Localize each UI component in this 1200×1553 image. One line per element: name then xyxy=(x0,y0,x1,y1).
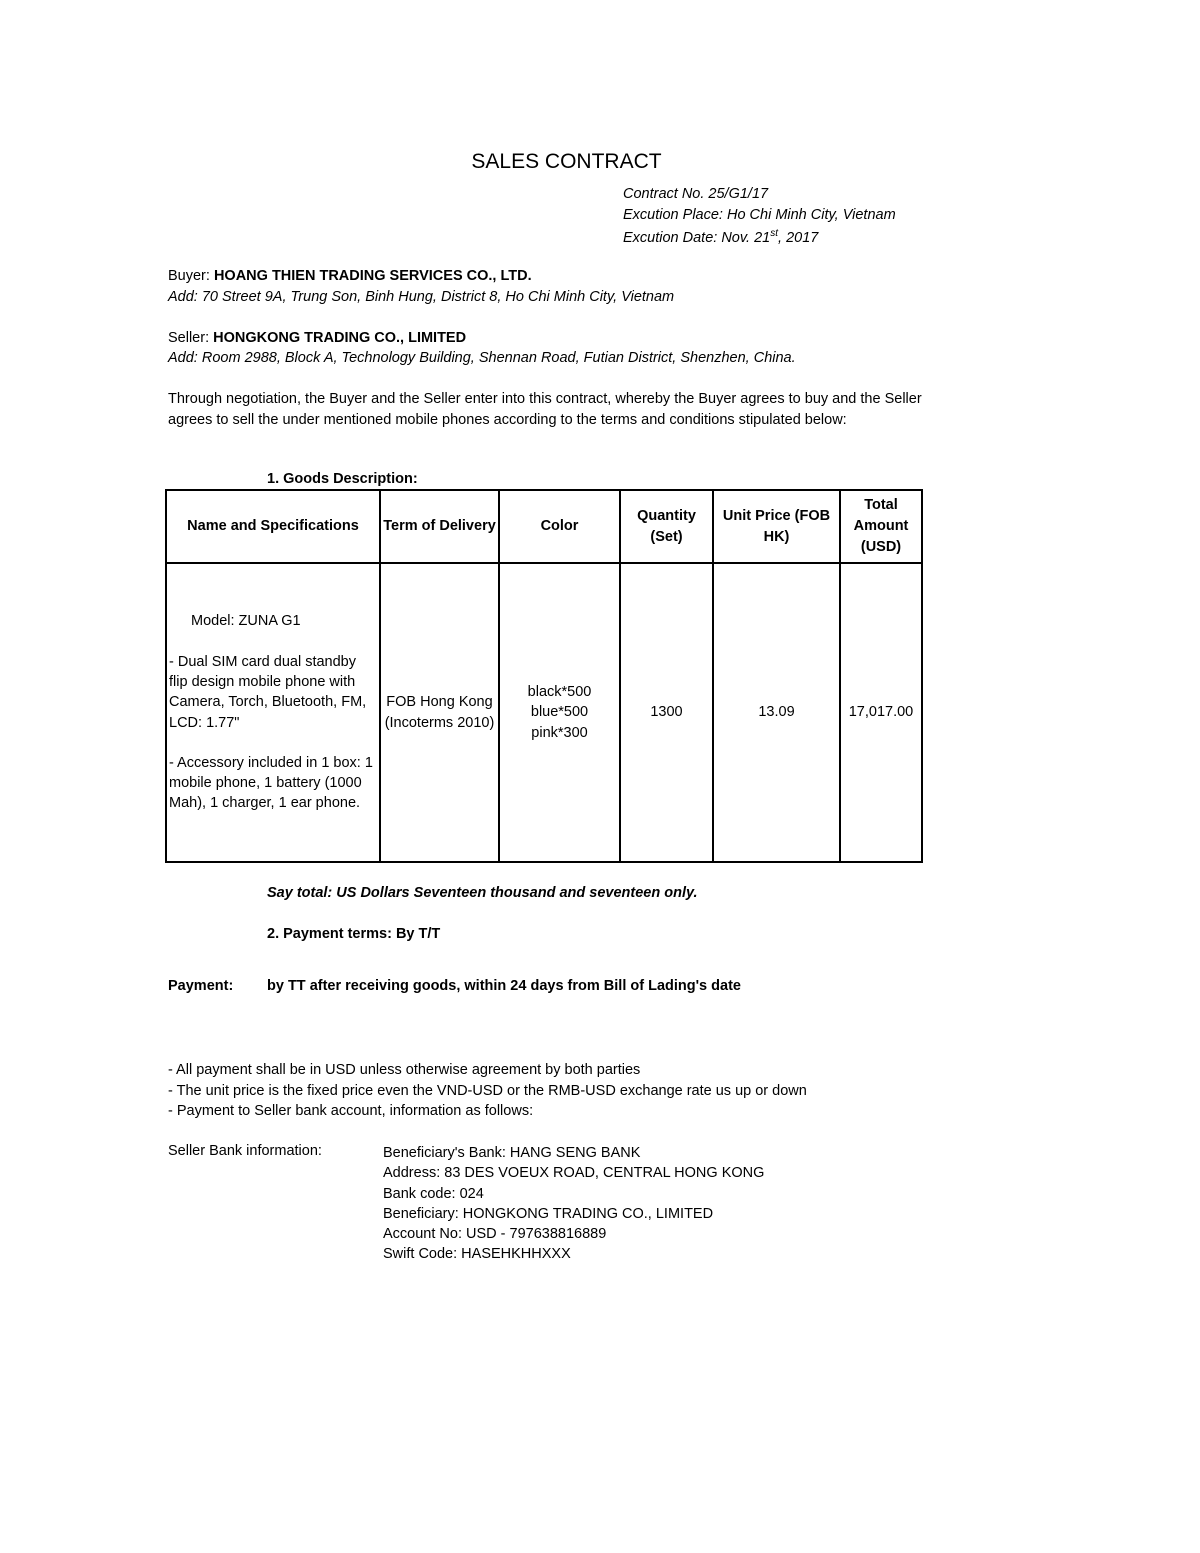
color-black: black*500 xyxy=(527,684,592,701)
payment-label: Payment: xyxy=(168,978,234,994)
header-name-specs: Name and Specifications xyxy=(166,490,380,563)
goods-table xyxy=(165,489,923,863)
list-item: - All payment shall be in USD unless otherwise agreement by both parties xyxy=(168,1062,641,1078)
contract-number: Contract No. 25/G1/17 xyxy=(623,186,769,202)
execution-place: Excution Place: Ho Chi Minh City, Vietnam xyxy=(623,207,896,223)
bank-beneficiary-bank: Beneficiary's Bank: HANG SENG BANK xyxy=(383,1145,641,1161)
seller-line xyxy=(168,330,466,346)
spec-accessories: - Accessory included in 1 box: 1 mobile phone, 1 battery (1000 Mah), 1 charger, 1 ear phone. xyxy=(169,754,373,812)
payment-terms-heading: 2. Payment terms: By T/T xyxy=(267,926,441,942)
execution-date-sup: st xyxy=(770,228,779,239)
cell-quantity: 1300 xyxy=(620,563,713,862)
header-term-delivery: Term of Delivery xyxy=(380,490,499,563)
header-total-amount: Total Amount (USD) xyxy=(840,490,922,563)
buyer-label: Buyer: xyxy=(168,268,214,284)
page-title: SALES CONTRACT xyxy=(471,150,662,173)
execution-date-suffix: , 2017 xyxy=(778,229,819,246)
cell-color xyxy=(499,563,620,862)
bank-info-label: Seller Bank information: xyxy=(168,1143,322,1159)
color-pink: pink*300 xyxy=(531,724,588,741)
bank-swift: Swift Code: HASEHKHHXXX xyxy=(383,1246,571,1263)
say-total: Say total: US Dollars Seventeen thousand and seventeen only. xyxy=(267,885,698,901)
buyer-name: HOANG THIEN TRADING SERVICES CO., LTD. xyxy=(213,268,532,284)
execution-date xyxy=(623,228,818,246)
seller-name: HONGKONG TRADING CO., LIMITED xyxy=(213,330,467,346)
list-item: - Payment to Seller bank account, information as follows: xyxy=(168,1103,534,1120)
seller-label: Seller: xyxy=(168,330,214,346)
buyer-line xyxy=(168,268,532,284)
buyer-address: Add: 70 Street 9A, Trung Son, Binh Hung, District 8, Ho Chi Minh City, Vietnam xyxy=(168,289,675,305)
bank-address: Address: 83 DES VOEUX ROAD, CENTRAL HONG KONG xyxy=(383,1165,765,1182)
cell-unit-price: 13.09 xyxy=(713,563,840,862)
spec-features: - Dual SIM card dual standby flip design mobile phone with Camera, Torch, Bluetooth, FM, LCD: 1.77" xyxy=(169,653,367,731)
payment-text: by TT after receiving goods, within 24 days from Bill of Lading's date xyxy=(267,978,741,994)
cell-total: 17,017.00 xyxy=(840,563,922,862)
goods-heading: 1. Goods Description: xyxy=(267,471,418,487)
bank-info-lines xyxy=(383,1143,764,1265)
table-header-row xyxy=(166,490,922,563)
bank-code: Bank code: 024 xyxy=(383,1185,484,1202)
header-quantity: Quantity (Set) xyxy=(620,490,713,563)
payment-notes xyxy=(168,1060,807,1122)
cell-specifications xyxy=(166,563,380,862)
color-blue: blue*500 xyxy=(530,704,589,721)
bank-beneficiary: Beneficiary: HONGKONG TRADING CO., LIMITED xyxy=(383,1205,714,1222)
header-color: Color xyxy=(499,490,620,563)
list-item: - The unit price is the fixed price even the VND-USD or the RMB-USD exchange rate us up or down xyxy=(168,1082,807,1099)
spec-model: Model: ZUNA G1 xyxy=(191,613,301,630)
table-row xyxy=(166,563,922,862)
intro-paragraph: Through negotiation, the Buyer and the Seller enter into this contract, whereby the Buyer agrees to buy and the Seller agrees to sell the under mentioned mobile phones according to the terms and conditions stipulated below: xyxy=(168,391,922,428)
cell-delivery: FOB Hong Kong (Incoterms 2010) xyxy=(380,563,499,862)
seller-address: Add: Room 2988, Block A, Technology Building, Shennan Road, Futian District, Shenzhen, China. xyxy=(168,350,796,366)
header-unit-price: Unit Price (FOB HK) xyxy=(713,490,840,563)
bank-account: Account No: USD - 797638816889 xyxy=(383,1226,607,1243)
execution-date-prefix: Excution Date: Nov. 21 xyxy=(623,229,771,246)
